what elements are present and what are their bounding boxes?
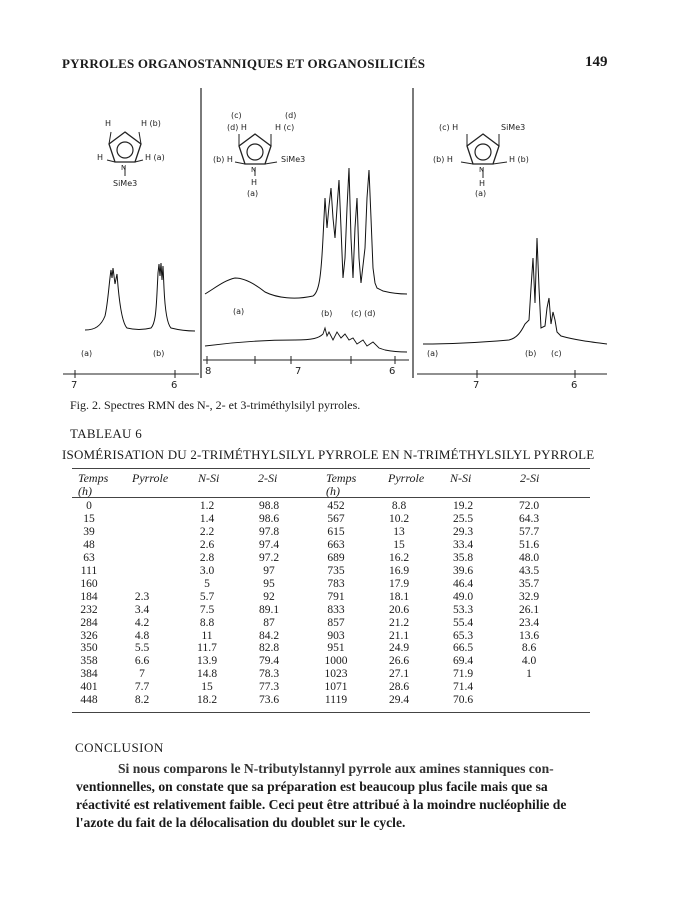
table-cell: 71.9 bbox=[452, 668, 474, 681]
table-cell: 48 bbox=[83, 538, 95, 551]
p1-label-h-left: H bbox=[97, 153, 104, 162]
table-cell bbox=[125, 539, 159, 552]
table-cell: 689 bbox=[327, 551, 345, 564]
running-title: PYRROLES ORGANOSTANNIQUES ET ORGANOSILICIÉS bbox=[62, 56, 426, 71]
p3-label-sime3: SiMe3 bbox=[501, 123, 526, 132]
panel2-integral-trace bbox=[205, 328, 407, 352]
table-cell: 160 bbox=[80, 577, 98, 590]
table-cell: 29.3 bbox=[452, 525, 474, 538]
table-cell bbox=[125, 513, 159, 526]
conclusion-paragraph bbox=[76, 760, 606, 832]
table-cell: 8.8 bbox=[391, 500, 407, 512]
p1-axis-tick-7: 7 bbox=[71, 380, 78, 390]
table-cell bbox=[125, 578, 159, 591]
table-cell: 111 bbox=[80, 564, 98, 577]
p1-peak-a: (a) bbox=[81, 349, 93, 358]
p3-label-h-nh: H bbox=[479, 179, 486, 188]
table-cell: 8.6 bbox=[521, 642, 537, 655]
table-cell: 10.2 bbox=[388, 512, 410, 525]
table-cell: 3.0 bbox=[199, 564, 215, 577]
table-cell: 5 bbox=[204, 577, 210, 590]
panel1-spectrum-trace bbox=[85, 263, 195, 331]
table-cell: 15 bbox=[201, 681, 213, 694]
table-cell: 89.1 bbox=[258, 603, 280, 616]
table-cell: 24.9 bbox=[388, 642, 410, 655]
figure-caption: Fig. 2. Spectres RMN des N-, 2- et 3-triméthylsilyl pyrroles. bbox=[70, 398, 361, 412]
table-cell: 615 bbox=[327, 525, 345, 538]
table-cell: 65.3 bbox=[452, 629, 474, 642]
col-2si-left bbox=[252, 500, 286, 707]
header-2si-left: 2-Si bbox=[258, 471, 278, 485]
table-cell: 18.1 bbox=[388, 590, 410, 603]
table-cell bbox=[125, 565, 159, 578]
header-temps-left: Temps (h) bbox=[78, 471, 109, 498]
table-label: TABLEAU 6 bbox=[70, 426, 143, 441]
table-cell: 0 bbox=[86, 500, 92, 512]
table-cell: 97.4 bbox=[258, 538, 280, 551]
p2-label-sime3: SiMe3 bbox=[281, 155, 306, 164]
table-cell: 35.7 bbox=[518, 577, 540, 590]
table-cell: 1 bbox=[526, 668, 532, 681]
table-cell: 8.2 bbox=[134, 694, 150, 707]
table-cell: 49.0 bbox=[452, 590, 474, 603]
table-cell: 71.4 bbox=[452, 681, 474, 694]
table-cell: 452 bbox=[327, 500, 345, 512]
table-cell: 64.3 bbox=[518, 512, 540, 525]
table-cell: 48.0 bbox=[518, 551, 540, 564]
table-cell: 82.8 bbox=[258, 642, 280, 655]
table-cell: 13.9 bbox=[196, 655, 218, 668]
col-temps-right bbox=[318, 500, 354, 707]
panel2-spectrum-trace bbox=[205, 168, 407, 298]
header-pyrrole-left: Pyrrole bbox=[132, 471, 169, 485]
table-cell: 39.6 bbox=[452, 564, 474, 577]
table-cell: 384 bbox=[80, 668, 98, 681]
table-cell: 97 bbox=[263, 564, 275, 577]
table-cell bbox=[125, 526, 159, 539]
table-cell: 97.8 bbox=[258, 525, 280, 538]
table-cell bbox=[512, 681, 546, 694]
table-cell: 98.6 bbox=[258, 512, 280, 525]
table-cell: 17.9 bbox=[388, 577, 410, 590]
p2-axis-tick-8: 8 bbox=[205, 366, 212, 377]
table-cell: 1119 bbox=[324, 694, 348, 707]
table-cell: 5.7 bbox=[199, 590, 215, 603]
table-cell: 7 bbox=[139, 668, 145, 681]
p2-label-n: N bbox=[251, 166, 257, 174]
table-top-rule bbox=[72, 468, 590, 469]
table-cell: 2.2 bbox=[199, 525, 215, 538]
table-cell: 95 bbox=[263, 577, 275, 590]
header-pyrrole-right: Pyrrole bbox=[388, 471, 425, 485]
col-2si-right bbox=[512, 500, 546, 707]
header-nsi-right: N-Si bbox=[450, 471, 472, 485]
table-cell: 84.2 bbox=[258, 629, 280, 642]
table-cell: 4.2 bbox=[134, 616, 150, 629]
table-cell: 6.6 bbox=[134, 655, 150, 668]
table-cell: 33.4 bbox=[452, 538, 474, 551]
p2-peak-a: (a) bbox=[233, 307, 245, 316]
table-cell: 19.2 bbox=[452, 500, 474, 512]
table-cell: 73.6 bbox=[258, 694, 280, 707]
table-cell: 51.6 bbox=[518, 538, 540, 551]
p3-label-n: N bbox=[479, 166, 485, 174]
panel3-spectrum-trace bbox=[423, 238, 607, 344]
table-cell: 69.4 bbox=[452, 655, 474, 668]
table-cell: 27.1 bbox=[388, 668, 410, 681]
p1-label-sime3: SiMe3 bbox=[113, 179, 138, 188]
table-cell: 1.4 bbox=[199, 512, 215, 525]
table-cell: 87 bbox=[263, 616, 275, 629]
p3-label-h-b: H (b) bbox=[509, 155, 529, 164]
header-2si-right: 2-Si bbox=[520, 471, 540, 485]
table-cell bbox=[512, 694, 546, 707]
table-cell: 63 bbox=[83, 551, 95, 564]
p3-peak-b: (b) bbox=[525, 349, 537, 358]
table-cell: 11 bbox=[201, 629, 213, 642]
p3-label-b-h: (b) H bbox=[433, 155, 453, 164]
table-cell: 663 bbox=[327, 538, 345, 551]
header-temps-right: Temps (h) bbox=[326, 471, 357, 498]
table-cell: 98.8 bbox=[258, 500, 280, 512]
p1-label-h-top-left: H bbox=[105, 119, 112, 128]
table-cell: 32.9 bbox=[518, 590, 540, 603]
table-cell: 3.4 bbox=[134, 603, 150, 616]
table-cell: 46.4 bbox=[452, 577, 474, 590]
table-cell: 833 bbox=[327, 603, 345, 616]
p1-axis-tick-6: 6 bbox=[171, 380, 178, 390]
p2-label-b-h: (b) H bbox=[213, 155, 233, 164]
p3-label-c-h: (c) H bbox=[439, 123, 459, 132]
table-cell: 35.8 bbox=[452, 551, 474, 564]
table-cell: 326 bbox=[80, 629, 98, 642]
conclusion-line-4: l'azote du fait de la délocalisation du doublet sur le cycle. bbox=[76, 815, 406, 830]
table-cell: 21.2 bbox=[388, 616, 410, 629]
col-temps-left bbox=[72, 500, 106, 707]
p2-label-c-top: (c) bbox=[231, 111, 242, 120]
table-cell: 97.2 bbox=[258, 551, 280, 564]
p3-peak-c: (c) bbox=[551, 349, 562, 358]
table-cell: 14.8 bbox=[196, 668, 218, 681]
table-cell: 401 bbox=[80, 681, 98, 694]
p2-axis-tick-6: 6 bbox=[389, 366, 396, 377]
table-cell: 23.4 bbox=[518, 616, 540, 629]
table-cell: 1023 bbox=[324, 668, 348, 681]
table-cell: 5.5 bbox=[134, 642, 150, 655]
table-cell: 18.2 bbox=[196, 694, 218, 707]
table-cell: 92 bbox=[263, 590, 275, 603]
nmr-spectra-figure bbox=[55, 88, 615, 390]
table-cell: 29.4 bbox=[388, 694, 410, 707]
table-cell: 1000 bbox=[324, 655, 348, 668]
table-cell: 1.2 bbox=[199, 500, 215, 512]
table-cell: 350 bbox=[80, 642, 98, 655]
conclusion-line-1: Si nous comparons le N-tributylstannyl pyrrole aux amines stanniques con- bbox=[118, 761, 554, 776]
page-number: 149 bbox=[585, 54, 608, 70]
table-cell bbox=[125, 552, 159, 565]
p2-label-a: (a) bbox=[247, 189, 259, 198]
table-cell: 7.7 bbox=[134, 681, 150, 694]
col-pyrrole-right bbox=[382, 500, 416, 707]
table-cell: 57.7 bbox=[518, 525, 540, 538]
table-cell: 7.5 bbox=[199, 603, 215, 616]
table-cell: 8.8 bbox=[199, 616, 215, 629]
table-cell: 66.5 bbox=[452, 642, 474, 655]
table-cell bbox=[125, 500, 159, 513]
table-cell: 951 bbox=[327, 642, 345, 655]
table-cell: 11.7 bbox=[197, 642, 217, 655]
table-bottom-rule bbox=[72, 712, 590, 713]
p2-peak-cd: (c) (d) bbox=[351, 309, 376, 318]
p3-peak-a: (a) bbox=[427, 349, 439, 358]
table-cell: 13 bbox=[393, 525, 405, 538]
p2-label-h-c: H (c) bbox=[275, 123, 295, 132]
table-cell: 43.5 bbox=[518, 564, 540, 577]
table-cell: 2.6 bbox=[199, 538, 215, 551]
p1-label-n: N bbox=[121, 164, 127, 172]
table-cell: 448 bbox=[80, 694, 98, 707]
p2-label-h-nh: H bbox=[251, 178, 258, 187]
table-cell: 77.3 bbox=[258, 681, 280, 694]
table-cell: 903 bbox=[327, 629, 345, 642]
table-cell: 15 bbox=[83, 512, 95, 525]
table-cell: 735 bbox=[327, 564, 345, 577]
table-cell: 358 bbox=[80, 655, 98, 668]
conclusion-heading: CONCLUSION bbox=[75, 740, 164, 755]
p2-label-d-top: (d) bbox=[285, 111, 297, 120]
table-cell: 26.1 bbox=[518, 603, 540, 616]
p2-axis-tick-7: 7 bbox=[295, 366, 302, 377]
table-cell: 783 bbox=[327, 577, 345, 590]
table-cell: 791 bbox=[327, 590, 345, 603]
table-cell: 55.4 bbox=[452, 616, 474, 629]
table-cell: 72.0 bbox=[518, 500, 540, 512]
table-cell: 2.3 bbox=[134, 590, 150, 603]
table-cell: 26.6 bbox=[388, 655, 410, 668]
p3-label-a: (a) bbox=[475, 189, 487, 198]
p3-axis-tick-7: 7 bbox=[473, 380, 480, 390]
table-cell: 184 bbox=[80, 590, 98, 603]
table-cell: 2.8 bbox=[199, 551, 215, 564]
conclusion-line-3: réactivité est relativement faible. Ceci peut être attribué à la moindre nucléophilie de bbox=[76, 797, 567, 812]
table-cell: 232 bbox=[80, 603, 98, 616]
table-cell: 4.0 bbox=[521, 655, 537, 668]
p1-label-h-b: H (b) bbox=[141, 119, 161, 128]
table-cell: 70.6 bbox=[452, 694, 474, 707]
table-cell: 284 bbox=[80, 616, 98, 629]
table-cell: 16.9 bbox=[388, 564, 410, 577]
p2-peak-b: (b) bbox=[321, 309, 333, 318]
table-cell: 1071 bbox=[324, 681, 348, 694]
table-cell: 53.3 bbox=[452, 603, 474, 616]
table-cell: 79.4 bbox=[258, 655, 280, 668]
table-cell: 567 bbox=[327, 512, 345, 525]
conclusion-line-2: ventionnelles, on constate que sa préparation est beaucoup plus facile mais que sa bbox=[76, 779, 548, 794]
p1-label-h-a: H (a) bbox=[145, 153, 165, 162]
col-pyrrole-left bbox=[125, 500, 159, 707]
p2-label-d-h: (d) H bbox=[227, 123, 247, 132]
table-cell: 20.6 bbox=[388, 603, 410, 616]
table-cell: 16.2 bbox=[388, 551, 410, 564]
table-cell: 28.6 bbox=[388, 681, 410, 694]
table-cell: 21.1 bbox=[388, 629, 410, 642]
col-nsi-right bbox=[446, 500, 480, 707]
table-cell: 15 bbox=[393, 538, 405, 551]
table-cell: 857 bbox=[327, 616, 345, 629]
p3-axis-tick-6: 6 bbox=[571, 380, 578, 390]
table-cell: 13.6 bbox=[518, 629, 540, 642]
table-title: ISOMÉRISATION DU 2-TRIMÉTHYLSILYL PYRROLE EN N-TRIMÉTHYLSILYL PYRROLE bbox=[62, 447, 595, 462]
col-nsi-left bbox=[190, 500, 224, 707]
table-cell: 4.8 bbox=[134, 629, 150, 642]
header-nsi-left: N-Si bbox=[198, 471, 220, 485]
p1-peak-b: (b) bbox=[153, 349, 165, 358]
table-cell: 39 bbox=[83, 525, 95, 538]
table-cell: 78.3 bbox=[258, 668, 280, 681]
table-cell: 25.5 bbox=[452, 512, 474, 525]
